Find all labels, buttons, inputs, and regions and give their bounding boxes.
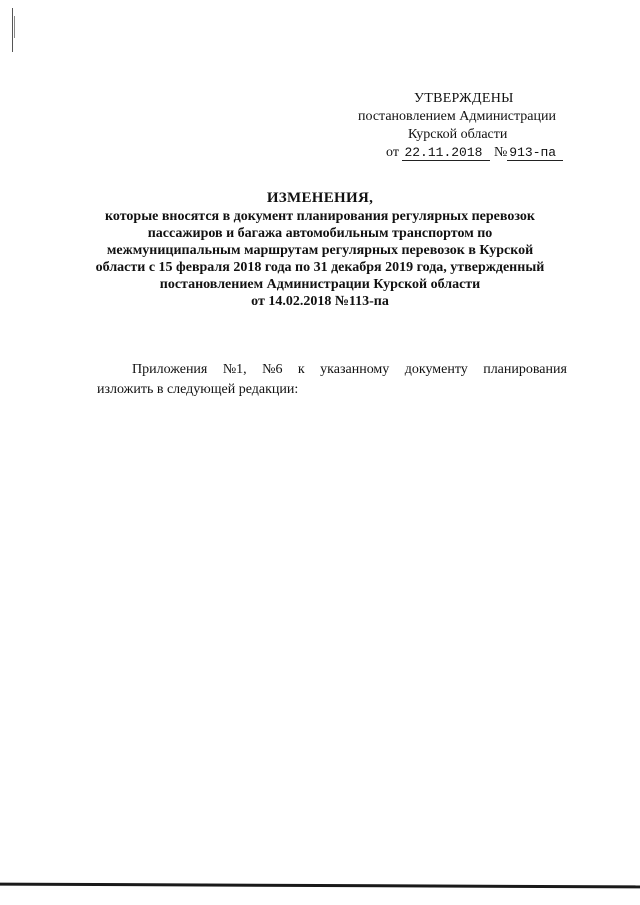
scan-artifact xyxy=(14,16,15,38)
approval-title: УТВЕРЖДЕНЫ xyxy=(414,91,514,106)
paragraph-word: указанному xyxy=(320,362,390,377)
title-line: межмуниципальным маршрутам регулярных перевозок в Курской xyxy=(106,243,534,258)
paragraph-word: №6 xyxy=(262,362,283,377)
paragraph-line-1 xyxy=(97,360,567,380)
approval-date-line xyxy=(386,144,572,162)
title-line: области с 15 февраля 2018 года по 31 декабря 2019 года, утвержденный xyxy=(95,260,545,275)
document-title xyxy=(60,190,580,310)
number-prefix: № xyxy=(493,145,508,160)
scan-artifact xyxy=(12,8,13,52)
paragraph-word: планирования xyxy=(483,362,567,377)
approval-block xyxy=(352,90,572,162)
title-line: от 14.02.2018 №113-па xyxy=(251,294,389,309)
approval-authority: постановлением Администрации xyxy=(358,109,556,124)
title-heading: ИЗМЕНЕНИЯ, xyxy=(266,190,374,206)
date-prefix: от xyxy=(386,145,399,160)
title-line: которые вносятся в документ планирования регулярных перевозок xyxy=(105,209,535,224)
approval-region: Курской области xyxy=(408,127,508,142)
paragraph-line-2: изложить в следующей редакции: xyxy=(97,382,299,397)
scan-bottom-line xyxy=(0,883,640,889)
paragraph-word: Приложения xyxy=(132,362,208,377)
approval-date: 22.11.2018 xyxy=(402,145,490,161)
title-line: пассажиров и багажа автомобильным транспортом по xyxy=(147,226,493,241)
paragraph-word: к xyxy=(297,362,305,377)
approval-number: 913-па xyxy=(507,145,563,161)
paragraph-word: документу xyxy=(404,362,468,377)
body-paragraph xyxy=(97,360,567,400)
paragraph-word: №1, xyxy=(222,362,247,377)
title-line: постановлением Администрации Курской области xyxy=(159,277,481,292)
